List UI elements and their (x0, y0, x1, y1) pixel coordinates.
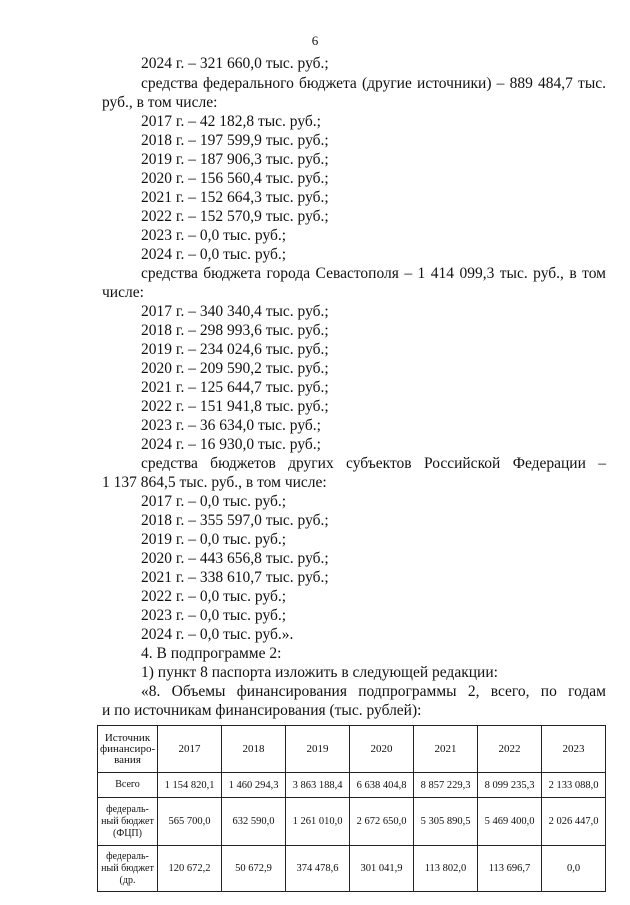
table-cell: 565 700,0 (158, 798, 222, 846)
table-cell: 374 478,6 (286, 846, 350, 892)
table-header-row (98, 726, 606, 773)
text-line: 2021 г. – 125 644,7 тыс. руб.; (141, 379, 329, 396)
text-line: 2020 г. – 443 656,8 тыс. руб.; (141, 550, 329, 567)
table-row (98, 798, 606, 846)
table-cell: 8 099 235,3 (478, 773, 542, 798)
text-line: 2022 г. – 151 941,8 тыс. руб.; (141, 398, 329, 415)
text-line: 2018 г. – 355 597,0 тыс. руб.; (141, 512, 329, 529)
text-line: 2017 г. – 0,0 тыс. руб.; (141, 493, 287, 510)
page-number: 6 (311, 33, 319, 48)
text-line: 2021 г. – 152 664,3 тыс. руб.; (141, 189, 329, 206)
text-line: 2017 г. – 42 182,8 тыс. руб.; (141, 113, 321, 130)
table-cell: 5 305 890,5 (414, 798, 478, 846)
text-line: числе: (102, 284, 144, 301)
text-line: руб., в том числе: (102, 94, 218, 111)
text-line: 4. В подпрограмме 2: (141, 645, 282, 662)
table-cell: 2 672 650,0 (350, 798, 414, 846)
financing-table (97, 725, 606, 892)
text-line: 2021 г. – 338 610,7 тыс. руб.; (141, 569, 329, 586)
row-label: федераль-ный бюджет (др. (98, 846, 158, 892)
table-cell: 301 041,9 (350, 846, 414, 892)
row-label: Всего (98, 773, 158, 798)
header-year: 2020 (350, 726, 414, 773)
table-cell: 5 469 400,0 (478, 798, 542, 846)
table-cell: 113 696,7 (478, 846, 542, 892)
table-cell: 2 026 447,0 (542, 798, 606, 846)
table-cell: 1 154 820,1 (158, 773, 222, 798)
text-line: 2023 г. – 0,0 тыс. руб.; (141, 227, 287, 244)
text-line: «8. Объемы финансирования подпрограммы 2, всего, по годам (141, 683, 606, 700)
text-line: 2019 г. – 0,0 тыс. руб.; (141, 531, 287, 548)
table-row (98, 846, 606, 892)
text-line: 2019 г. – 234 024,6 тыс. руб.; (141, 341, 329, 358)
text-line: 2023 г. – 36 634,0 тыс. руб.; (141, 417, 321, 434)
header-year: 2023 (542, 726, 606, 773)
text-line: 1 137 864,5 тыс. руб., в том числе: (102, 474, 327, 491)
text-line: 1) пункт 8 паспорта изложить в следующей редакции: (141, 664, 498, 681)
text-line: 2020 г. – 209 590,2 тыс. руб.; (141, 360, 329, 377)
table-cell: 2 133 088,0 (542, 773, 606, 798)
header-year: 2022 (478, 726, 542, 773)
text-line: 2024 г. – 321 660,0 тыс. руб.; (141, 55, 329, 72)
text-line: 2024 г. – 16 930,0 тыс. руб.; (141, 436, 321, 453)
text-line: 2018 г. – 298 993,6 тыс. руб.; (141, 322, 329, 339)
text-line: средства бюджетов других субъектов Российской Федерации – (141, 455, 606, 472)
row-label: федераль-ный бюджет (ФЦП) (98, 798, 158, 846)
text-line: средства бюджета города Севастополя – 1 414 099,3 тыс. руб., в том (141, 265, 606, 282)
header-source: Источник финансиро-вания (98, 726, 158, 773)
table-cell: 8 857 229,3 (414, 773, 478, 798)
text-line: 2020 г. – 156 560,4 тыс. руб.; (141, 170, 329, 187)
table-cell: 120 672,2 (158, 846, 222, 892)
table-cell: 113 802,0 (414, 846, 478, 892)
table-cell: 50 672,9 (222, 846, 286, 892)
header-year: 2018 (222, 726, 286, 773)
table-cell: 1 261 010,0 (286, 798, 350, 846)
table-cell: 632 590,0 (222, 798, 286, 846)
text-line: 2022 г. – 0,0 тыс. руб.; (141, 588, 287, 605)
text-line: 2023 г. – 0,0 тыс. руб.; (141, 607, 287, 624)
header-year: 2017 (158, 726, 222, 773)
text-line: средства федерального бюджета (другие источники) – 889 484,7 тыс. (141, 75, 606, 92)
text-line: и по источникам финансирования (тыс. рублей): (102, 702, 422, 719)
table-cell: 3 863 188,4 (286, 773, 350, 798)
text-line: 2018 г. – 197 599,9 тыс. руб.; (141, 132, 329, 149)
header-year: 2019 (286, 726, 350, 773)
text-line: 2019 г. – 187 906,3 тыс. руб.; (141, 151, 329, 168)
header-year: 2021 (414, 726, 478, 773)
table-cell: 6 638 404,8 (350, 773, 414, 798)
text-line: 2022 г. – 152 570,9 тыс. руб.; (141, 208, 329, 225)
table-cell: 1 460 294,3 (222, 773, 286, 798)
text-line: 2024 г. – 0,0 тыс. руб.; (141, 246, 287, 263)
text-line: 2024 г. – 0,0 тыс. руб.». (141, 626, 294, 643)
text-line: 2017 г. – 340 340,4 тыс. руб.; (141, 303, 329, 320)
table-row (98, 773, 606, 798)
table-cell: 0,0 (542, 846, 606, 892)
